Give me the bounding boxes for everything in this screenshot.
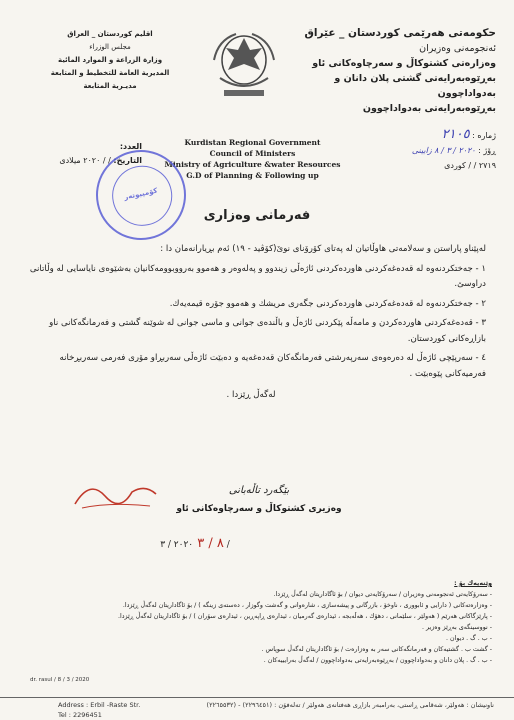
reference-block-kurdish xyxy=(346,127,496,173)
copies-to xyxy=(2,578,492,666)
signatory-position: وەزیری كشتوكاڵ و سەرچاوەكانی ئاو xyxy=(176,504,342,514)
ref-date-label: ڕۆژ : xyxy=(478,146,496,155)
footer-address-en: Address : Erbil -Raste Str. xyxy=(58,701,141,709)
ref-number-label-ar: العدد: xyxy=(119,142,142,151)
cc-line: - پارێزگاكانی هەرێم ( هەولێر ، سلێمانی ، دهۆك ، هەڵەبجە ، ئیدارەی گەرمیان ، ئیدارەی ڕاپەڕین ، ئیدارەی سۆران ) / بۆ ئاگاداریتان لەگەڵ ڕێزدا. xyxy=(117,613,492,620)
header-line: ئەنجومەنی وەزیران xyxy=(419,43,496,54)
cc-line: - گشت ب . گشتیەكان و فەرمانگەكانی سەر بە وەزارەت / بۆ ئاگاداریتان لەگەڵ سوپاس . xyxy=(261,646,492,653)
signatory-name: بێگەرد تاڵەبانی xyxy=(228,485,290,496)
closing-regards: لەگەڵ ڕێزدا . xyxy=(226,390,276,400)
file-reference: dr. rasul / 8 / 3 / 2020 xyxy=(30,677,90,683)
header-line: بەڕێوەبەرایەتی گشتی پلان دانان و بەدواداچوون xyxy=(334,73,496,99)
ref-date-value-ar: / / ٢٠٢٠ ميلادی xyxy=(59,156,111,165)
cc-line: - ب . گ . پلان دانان و بەدواداچوون / بەڕێوەبەرایەتی بەدواداچوون / لەگەڵ بەرایییەكان . xyxy=(263,657,492,664)
cc-line: - نووسینگەی بەڕێز وەزیر . xyxy=(422,624,492,631)
ref-kurdish-date: ٢٧١٩ / / كوردی xyxy=(444,161,496,170)
decision-item: ١ - جەختكردنەوە لە قەدەغەكردنی هاوردەكردنی ئاژەڵی زیندوو و پەلەوەر و هەموو بەرووبوومەكانیان بەشێوەی نایاسایی لە وڵاتانی دراوسێ. xyxy=(29,263,486,289)
cc-line: - سەرۆكایەتی ئەنجومەنی وەزیران / سەرۆكایەتی دیوان / بۆ ئاگاداریتان لەگەڵ ڕێزدا. xyxy=(273,591,492,598)
english-line: G.D of Planning & Following up xyxy=(186,171,319,180)
english-line: Kurdistan Regional Government xyxy=(184,138,321,147)
cc-line: - وەزارەتەكانی ( دارایی و ئابووری ، ناوخۆ ، بازرگانی و پیشەسازی ، شارەوانی و گەشت وگوزار ، دەستەی زینگە ) / بۆ ئاگاداریتان لەگەڵ ڕێزدا. xyxy=(122,602,492,609)
header-line: المديرية العامة للتخطيط و المتابعة xyxy=(50,69,170,77)
signature-date-handwritten: ٨ / ٣ xyxy=(197,536,224,551)
signature-date xyxy=(130,536,260,551)
header-line: وەزارەتی كشتوكاڵ و سەرچاوەكانی ئاو xyxy=(312,58,496,69)
ref-date-row xyxy=(346,143,496,158)
cc-heading: وێنەیەك بۆ : xyxy=(454,580,492,587)
handwritten-signature-icon xyxy=(70,474,160,514)
signature-date-printed: ٢٠٢٠ / ٣ / xyxy=(160,540,230,550)
krg-emblem-icon xyxy=(206,20,282,108)
signature-block xyxy=(164,482,354,518)
kurdish-header xyxy=(296,26,496,116)
header-line: مديـرية المتابعة xyxy=(83,82,137,90)
footer-tel-en: Tel : 2296451 xyxy=(58,711,102,719)
ref-date-label-ar: التاريخ: xyxy=(113,156,142,165)
header-line: حكومەتی هەرێمی كوردستان _ عێراق xyxy=(304,27,496,39)
arabic-header xyxy=(40,28,180,93)
english-line: Ministry of Agriculture &water Resources xyxy=(164,160,341,169)
page-footer xyxy=(0,697,514,720)
document-title: فەرمانی وەزاری xyxy=(203,208,311,223)
header-line: وزارة الزراعة و الموارد المائية xyxy=(57,56,163,64)
footer-address-ku: ناونیشان : هەولێر، شەقامی ڕاستی، بەرامبەر بازاڕی هەفتانەی هەولێر / تەلەفۆن : (٢٢٩٦٤٥١) - (٢٢٦٥٥٣٢) xyxy=(206,701,494,709)
stamp-text: کۆمپیوتەر xyxy=(123,186,159,202)
cc-line: - ب . گ . دیوان . xyxy=(445,635,492,642)
header-line: بەڕێوەبەرایەتی بەدواداچوون xyxy=(362,103,496,114)
document-body xyxy=(16,242,486,408)
decision-item: ٣ - قەدەغەكردنی هاوردەكردن و مامەڵە پێكردنی ئاژەڵ و باڵندەی جوانی و ماسی جوانی لە شوێنە گشتی و فەرمانگەكانی ناو بازاڕەكانی كوردستان. xyxy=(49,318,486,344)
header-line: اقليم كوردستان _ العراق xyxy=(67,30,153,38)
ref-date-value: ٢٠٢٠ / ٣ / ٨ زایینی xyxy=(411,146,476,155)
ref-number-row xyxy=(346,127,496,143)
decision-item: ٤ - سەرپێچی ئاژەڵ لە دەرەوەی سەرپەرشتی فەرمانگەكان قەدەغەیە و دەبێت ئاژەڵی سەربڕاو مۆری فەرمی سەربڕخانە فەرمیەكانی پێوەبێت . xyxy=(59,353,486,379)
intro-paragraph: لەپێناو پاراستن و سەلامەتی هاوڵاتیان لە پەتای كۆرۆنای نوێ(كۆڤید - ١٩) ئەم بڕیارانەمان دا : xyxy=(160,244,486,254)
ref-number-label: ژمارە : xyxy=(472,131,496,140)
english-line: Council of Ministers xyxy=(209,149,296,158)
decision-item: ٢ - جەختكردنەوە لە قەدەغەكردنی هاوردەكردنی جگەری مریشك و هەموو جۆرە قیمەیەك. xyxy=(169,298,486,309)
header-line: مجلس الوزراء xyxy=(89,43,131,51)
ref-number-value: ٢١٠٥ xyxy=(441,127,470,142)
